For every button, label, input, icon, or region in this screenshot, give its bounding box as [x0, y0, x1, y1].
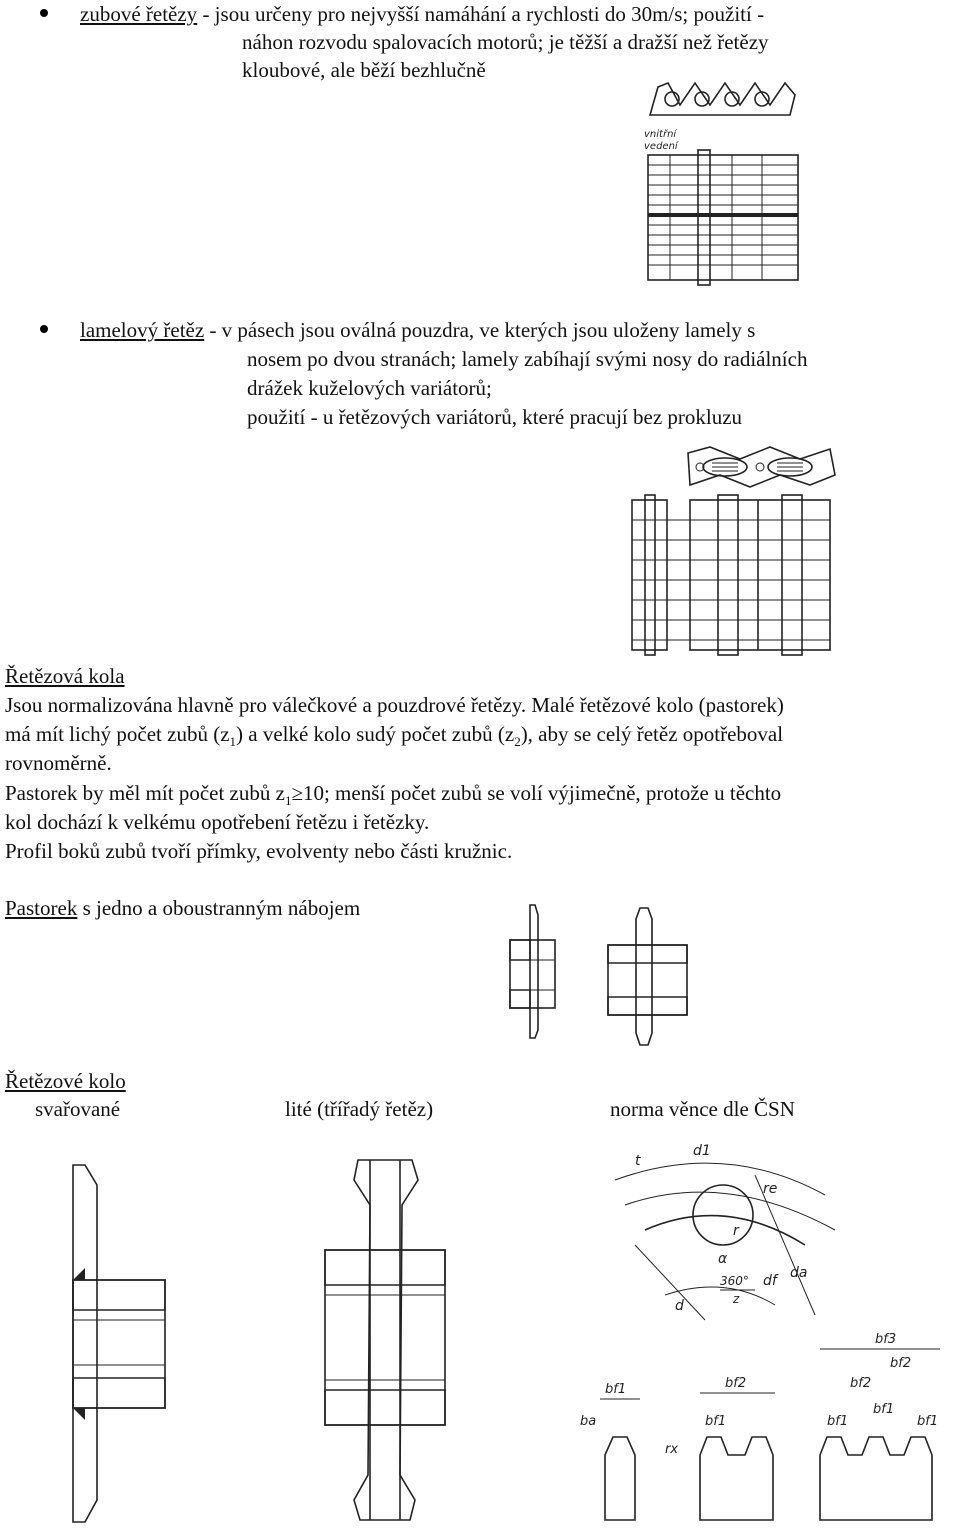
label-t: t: [635, 1153, 641, 1169]
svg-text:bf3: bf3: [875, 1332, 897, 1347]
chain-plate-stack: [648, 150, 798, 285]
label-alpha: α: [718, 1251, 728, 1267]
lamelovy-line-2: nosem po dvou stranách; lamely zabíhají svými nosy do radiálních: [247, 347, 808, 371]
svg-text:bf2: bf2: [890, 1356, 912, 1371]
pinion-one-sided-hub-figure: [500, 900, 560, 1040]
cast-sprocket-figure: [320, 1155, 450, 1525]
svg-text:ba: ba: [580, 1414, 597, 1429]
single-row-tooth: [580, 1382, 640, 1520]
svg-text:bf1: bf1: [827, 1414, 849, 1429]
label-z: z: [733, 1292, 740, 1306]
svg-text:bf2: bf2: [850, 1376, 872, 1391]
double-row-tooth: [665, 1376, 775, 1520]
label-re: re: [763, 1181, 778, 1197]
heading-retezove-kolo: Řetězové kolo: [5, 1069, 126, 1093]
lamelovy-line-1: lamelový řetěz - v pásech jsou oválná pouzdra, ve kterých jsou uloženy lamely s: [80, 318, 756, 342]
svg-text:bf1: bf1: [605, 1382, 627, 1397]
chain-tooth-profile: [650, 83, 795, 115]
svg-text:bf1: bf1: [917, 1414, 939, 1429]
zubove-line-2: náhon rozvodu spalovacích motorů; je těžší a dražší než řetězy: [242, 30, 769, 54]
label-svarovane: svařované: [35, 1097, 121, 1121]
heading-retezova-kola: Řetězová kola: [5, 664, 125, 688]
zubove-line-1: zubové řetězy - jsou určeny pro nejvyšší namáhání a rychlosti do 30m/s; použití -: [80, 2, 765, 26]
kola-p2-line-1: Pastorek by měl mít počet zubů $z_1\ge 10$; menší počet zubů se volí výjimečně, protože u těchto: [5, 781, 782, 809]
kola-p2-line-2: kol dochází k velkému opotřebení řetězu i řetězky.: [5, 810, 430, 834]
tooth-width-norm-figure: [565, 1325, 950, 1525]
bullet: [40, 9, 48, 17]
label-lite: lité (třířadý řetěz): [285, 1097, 434, 1121]
kola-p1-line-1: Jsou normalizována hlavně pro válečkové a pouzdrové řetězy. Malé řetězové kolo (pastorek): [5, 693, 784, 717]
pastorek-line: Pastorek s jedno a oboustranným nábojem: [5, 896, 361, 920]
kola-p1-line-3: rovnoměrně.: [5, 751, 112, 775]
label-d1: d1: [693, 1143, 711, 1159]
label-da: da: [790, 1265, 808, 1281]
chain-side-view: [632, 495, 830, 655]
label-vnitrni: vnitřní: [644, 129, 677, 140]
label-norma: norma věnce dle ČSN: [610, 1097, 795, 1121]
triple-row-tooth: [820, 1332, 940, 1520]
kola-p1-line-2: má mít lichý počet zubů $(z_1)$ a velké kolo sudý počet zubů $(z_2)$, aby se celý řetěz opotřeboval: [5, 722, 784, 750]
toothed-chain-figure: [640, 75, 805, 285]
pinion-two-sided-hub-figure: [600, 905, 695, 1055]
lamelovy-line-4: použití - u řetězových variátorů, které pracují bez prokluzu: [247, 405, 743, 429]
lamellar-chain-figure: [630, 445, 840, 657]
bullet: [40, 325, 48, 333]
label-df: df: [763, 1273, 777, 1289]
zubove-line-3: kloubové, ale běží bezhlučně: [242, 58, 486, 82]
label-d: d: [675, 1298, 684, 1314]
tooth-profile-norm-figure: [605, 1135, 845, 1320]
svg-text:bf1: bf1: [873, 1402, 895, 1417]
term-pastorek: Pastorek: [5, 896, 78, 920]
welded-sprocket-figure: [55, 1160, 175, 1525]
label-360: 360°: [720, 1274, 749, 1288]
label-r: r: [733, 1223, 739, 1239]
label-vedeni: vedení: [644, 141, 678, 152]
term-zubove-retezy: zubové řetězy: [80, 2, 198, 26]
svg-text:bf1: bf1: [705, 1414, 727, 1429]
lamelovy-line-3: drážek kuželových variátorů;: [247, 376, 492, 400]
svg-text:bf2: bf2: [725, 1376, 747, 1391]
term-lamelovy-retez: lamelový řetěz: [80, 318, 205, 342]
kola-p3: Profil boků zubů tvoří přímky, evolventy nebo části kružnic.: [5, 839, 513, 863]
chain-top-view: [688, 447, 835, 487]
svg-text:rx: rx: [665, 1442, 679, 1457]
